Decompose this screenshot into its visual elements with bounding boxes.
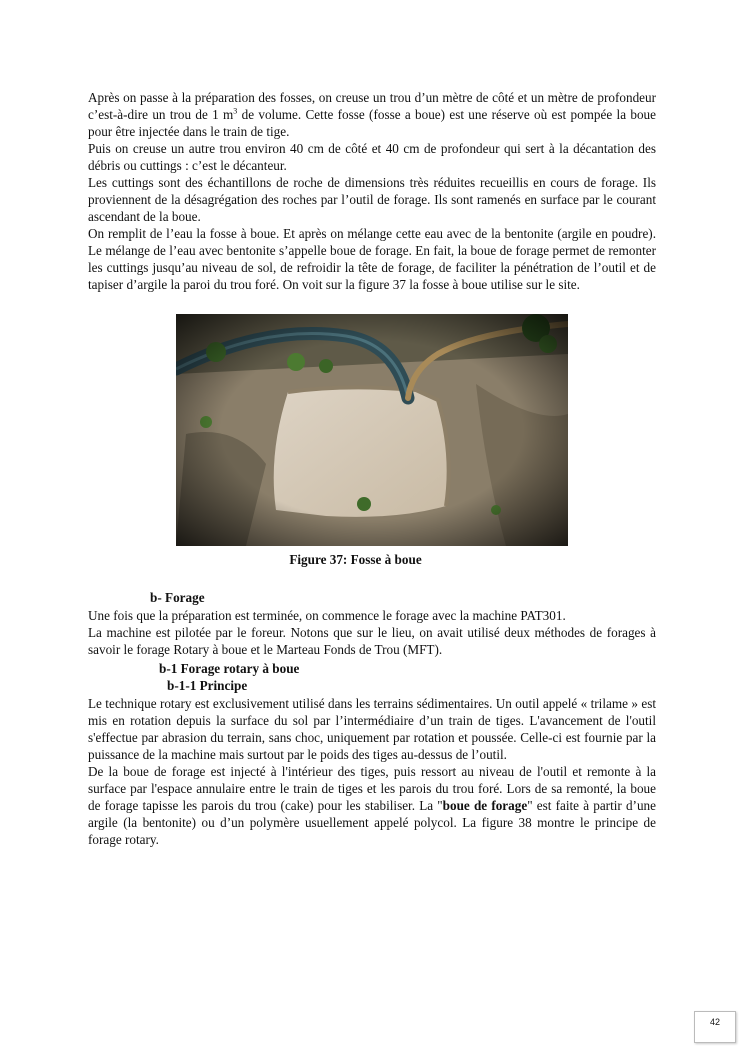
paragraph-methodes: La machine est pilotée par le foreur. Notons que sur le lieu, on avait utilisé deux méthodes de forages à savoir le forage Rotary à boue et le Marteau Fonds de Trou (MFT). [88,625,656,657]
paragraph-fosses-text-end: de volume. Cette fosse (fosse a boue) est une réserve où est pompée la boue pour être injectée dans le train de tige. [88,107,656,139]
paragraph-boue-injection [88,763,656,848]
heading-forage: b- Forage [150,590,205,605]
heading-principe: b-1-1 Principe [167,678,248,693]
figure-37-caption [0,552,745,568]
page-number: 42 [694,1011,736,1043]
paragraph-boue: On remplit de l’eau la fosse à boue. Et après on mélange cette eau avec de la bentonite (argile en poudre). Le mélange de l’eau avec bentonite s’appelle boue de forage. En fait, la boue de forage permet de remonter les cuttings jusqu’au niveau de sol, de refroidir la tête de forage, de faciliter la pénétration de l’outil et de tapiser d’argile la paroi du trou foré. On voit sur la figure 37 la fosse à boue utilise sur le site. [88,226,656,292]
superscript-3: 3 [233,106,238,116]
heading-forage-rotary: b-1 Forage rotary à boue [159,661,300,676]
paragraph-cuttings: Les cuttings sont des échantillons de roche de dimensions très réduites recueillis en cours de forage. Ils proviennent de la désagrégation des roches par l’outil de forage. Ils sont ramenés en surface par le courant ascendant de la boue. [88,175,656,224]
text-block-top [88,89,656,293]
paragraph-pat301: Une fois que la préparation est terminée, on commence le forage avec la machine PAT301. [88,608,566,623]
figure-37-photo [176,314,568,546]
paragraph-rotary: Le technique rotary est exclusivement utilisé dans les terrains sédimentaires. Un outil appelé « trilame » est mis en rotation depuis la surface du sol par l’intermédiaire d’un train de tiges. L'avancement de l'outil s'effectue par abrasion du terrain, sans choc, uniquement par rotation et poussée. Celle-ci est fournie par la puissance de la machine mais surtout par le poids des tiges au-dessus de l’outil. [88,696,656,762]
figure-37-caption-text: Figure 37: Fosse à boue [289,552,422,567]
paragraph-fosses [88,89,656,140]
text-block-forage [88,607,656,658]
paragraph-decanteur: Puis on creuse un autre trou environ 40 cm de côté et 40 cm de profondeur qui sert à la décantation des débris ou cuttings : c’est le décanteur. [88,141,656,173]
paragraph-boue-injection-text: De la boue de forage est injecté à l'intérieur des tiges, puis ressort au niveau de l'outil et remonte à la surface par l'espace annulaire entre le train de tiges et les parois du trou foré. Lors de sa remonté, la boue de forage tapisse les parois du trou (cake) pour les stabiliser. La " [88,764,656,813]
paragraph-boue-injection-end: " est faite à partir d’une argile (la bentonite) ou d’un polymère usuellement appelé polycol. La figure 38 montre le principe de forage rotary. [88,798,656,847]
text-block-principe [88,695,656,848]
bold-boue-de-forage: boue de forage [442,798,528,813]
paragraph-fosses-text: Après on passe à la préparation des fosses, on creuse un trou d’un mètre de côté et un mètre de profondeur c’est-à-dire un trou de 1 m [88,90,656,122]
